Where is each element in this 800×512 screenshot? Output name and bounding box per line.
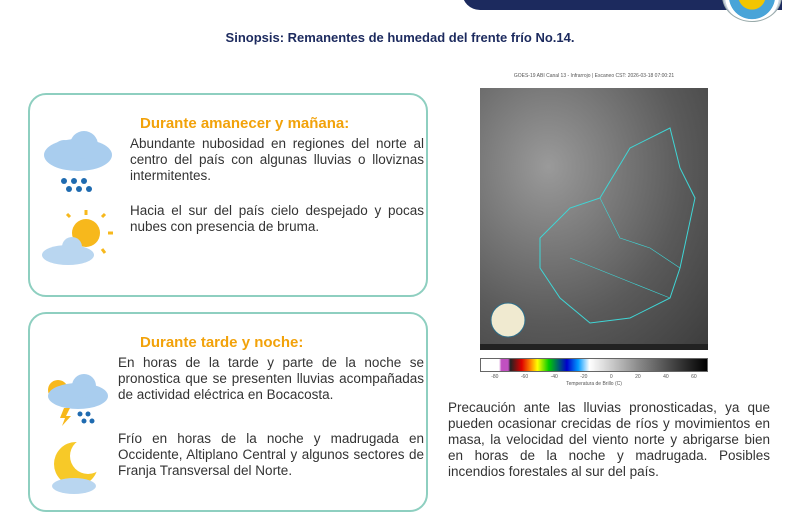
rain-cloud-icon xyxy=(38,131,118,197)
colorbar-ticks xyxy=(480,374,708,380)
sun-cloud-icon xyxy=(38,207,118,273)
insivumeh-logo xyxy=(491,303,525,337)
page-title: Sinopsis: Remanentes de humedad del frente frío No.14. xyxy=(225,30,575,45)
morning-text-1: Abundante nubosidad en regiones del norte al centro del país con algunas lluvias o lloviznas intermitentes. xyxy=(130,136,424,183)
colorbar-tick: 20 xyxy=(635,374,641,380)
colorbar-tick: 60 xyxy=(691,374,697,380)
morning-text-2: Hacia el sur del país cielo despejado y pocas nubes con presencia de bruma. xyxy=(130,203,424,234)
colorbar-tick: 0 xyxy=(609,374,613,380)
morning-card xyxy=(28,93,428,297)
moon-cloud-icon xyxy=(40,436,120,498)
satellite-image xyxy=(480,88,708,350)
colorbar-tick: -40 xyxy=(550,374,558,380)
advisory-text: Precaución ante las lluvias pronosticadas, ya que pueden ocasionar crecidas de ríos y movimientos en masa, la velocidad del viento norte y abrigarse bien en horas de la noche y madrugada. Posibles incendios forestales al sur del país. xyxy=(448,400,770,479)
evening-text-1: En horas de la tarde y parte de la noche se pronostica que se presenten lluvias acompañadas de actividad eléctrica en Bocacosta. xyxy=(118,355,424,402)
institution-logo xyxy=(722,0,782,22)
colorbar-tick: -60 xyxy=(520,374,529,380)
storm-cloud-icon xyxy=(36,368,116,428)
evening-card xyxy=(28,312,428,512)
satellite-caption: GOES-19 ABI Canal 13 - Infrarrojo | Escaneo CST: 2026-03-18 07:00:21 xyxy=(513,73,675,79)
evening-title: Durante tarde y noche: xyxy=(140,334,304,351)
morning-title: Durante amanecer y mañana: xyxy=(140,115,350,132)
colorbar-tick: 40 xyxy=(663,374,669,380)
colorbar xyxy=(480,358,708,372)
colorbar-label: Temperatura de Brillo (C) xyxy=(566,381,622,387)
satellite-footer-bar xyxy=(480,344,708,350)
colorbar-tick: -20 xyxy=(580,374,588,380)
evening-text-2: Frío en horas de la noche y madrugada en Occidente, Altiplano Central y algunos sectores de Franja Transversal del Norte. xyxy=(118,431,424,478)
country-borders xyxy=(480,88,708,350)
colorbar-tick: -80 xyxy=(491,374,499,380)
